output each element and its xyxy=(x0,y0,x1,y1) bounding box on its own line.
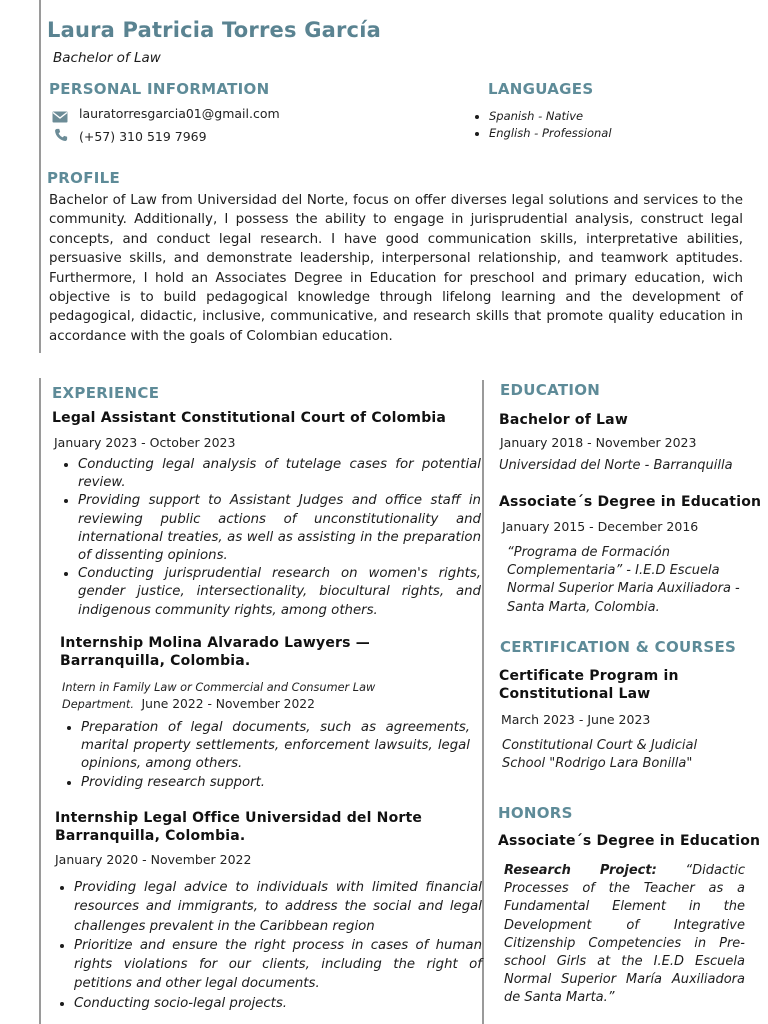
languages-heading: LANGUAGES xyxy=(488,80,594,98)
honors-heading: HONORS xyxy=(498,804,573,822)
certification-title: Certificate Program in Constitutional Law xyxy=(499,668,679,702)
honors-label: Research Project: xyxy=(504,863,657,878)
education-title: Bachelor of Law xyxy=(499,412,628,428)
personal-info-heading: PERSONAL INFORMATION xyxy=(49,80,270,98)
job-bullet: • Conducting jurisprudential research on women's rights, gender justice, intersectionality, biocultural rights, and indigenous community rights, among others. xyxy=(78,565,481,620)
education-title: Associate´s Degree in Education xyxy=(499,494,762,510)
candidate-degree: Bachelor of Law xyxy=(53,50,161,66)
job-bullet: • Prioritize and ensure the right process in cases of human rights violations for our clients, including the right of petitions and other legal documents. xyxy=(74,936,482,994)
email-link[interactable]: lauratorresgarcia01@gmail.com xyxy=(79,106,280,121)
education-heading: EDUCATION xyxy=(500,381,601,399)
job-title: Internship Molina Alvarado Lawyers — Barranquilla, Colombia. xyxy=(60,635,370,669)
honors-text: “Didactic Processes of the Teacher as a Fundamental Element in the Development of Integrative Citizenship Competencies in Pre-school Girls at the I.E.D Escuela Normal Superior María Auxiliadora de Santa Marta.” xyxy=(504,863,745,1006)
job-dates: January 2023 - October 2023 xyxy=(54,435,236,450)
job-title: Legal Assistant Constitutional Court of Colombia xyxy=(52,410,447,426)
education-institution: “Programa de Formación Complementaria” - I.E.D Escuela Normal Superior Maria Auxiliadora - Santa Marta, Colombia. xyxy=(507,545,740,615)
education-left-rule xyxy=(482,380,484,1024)
honors-description xyxy=(504,862,745,1008)
email-icon xyxy=(52,110,68,124)
job-bullets xyxy=(63,719,470,792)
job-bullet: • Conducting socio-legal projects. xyxy=(74,994,482,1013)
honors-title: Associate´s Degree in Education xyxy=(498,833,761,849)
header-left-rule xyxy=(39,0,41,353)
experience-left-rule xyxy=(39,378,41,1024)
job-dates: January 2020 - November 2022 xyxy=(55,852,252,867)
certification-heading: CERTIFICATION & COURSES xyxy=(500,638,737,656)
language-item: • English - Professional xyxy=(489,125,749,142)
job-title: Internship Legal Office Universidad del Norte Barranquilla, Colombia. xyxy=(55,810,423,844)
job-bullets xyxy=(56,878,482,1013)
profile-text: Bachelor of Law from Universidad del Norte, focus on offer diverses legal solutions and services to the community. Additionally, I possess the ability to engage in jurisprudential analysis, construct legal concepts, and conduct legal research. I have good communication skills, interpretative abilities, persuasive skills, and demonstrate leadership, interpersonal relationship, and teamwork aptitudes. Furthermore, I hold an Associates Degree in Education for preschool and primary education, wich objective is to build pedagogical knowledge through lifelong learning and the development of pedagogical, didactic, inclusive, communicative, and research skills that promote quality education in accordance with the goals of Colombian education. xyxy=(49,193,743,344)
phone-icon xyxy=(53,128,69,142)
language-item: • Spanish - Native xyxy=(489,108,749,125)
job-bullet: • Preparation of legal documents, such as agreements, marital property settlements, enforcement lawsuits, legal opinions, among others. xyxy=(81,719,470,774)
education-dates: January 2018 - November 2023 xyxy=(500,435,697,450)
job-bullets xyxy=(60,456,481,620)
education-institution: Universidad del Norte - Barranquilla xyxy=(499,458,733,473)
candidate-name: Laura Patricia Torres García xyxy=(47,18,381,42)
job-bullet: • Providing research support. xyxy=(81,774,470,792)
languages-list xyxy=(471,108,749,142)
job-subtitle: Intern in Family Law or Commercial and Consumer Law Department. June 2022 - November 2022 xyxy=(62,681,376,711)
job-bullet: • Providing support to Assistant Judges and office staff in reviewing public actions of unconstitutionality and international treaties, as well as assisting in the preparation of dissenting opinions. xyxy=(78,492,481,565)
phone-number: (+57) 310 519 7969 xyxy=(79,129,207,144)
job-dates: June 2022 - November 2022 xyxy=(141,697,315,711)
experience-heading: EXPERIENCE xyxy=(52,384,160,402)
certification-institution: Constitutional Court & Judicial School "Rodrigo Lara Bonilla" xyxy=(502,738,698,772)
job-bullet: • Providing legal advice to individuals with limited financial resources and immigrants, to address the social and legal challenges prevalent in the Caribbean region xyxy=(74,878,482,936)
education-dates: January 2015 - December 2016 xyxy=(502,519,699,534)
job-bullet: • Conducting legal analysis of tutelage cases for potential review. xyxy=(78,456,481,492)
certification-dates: March 2023 - June 2023 xyxy=(501,712,651,727)
profile-heading: PROFILE xyxy=(47,169,121,187)
